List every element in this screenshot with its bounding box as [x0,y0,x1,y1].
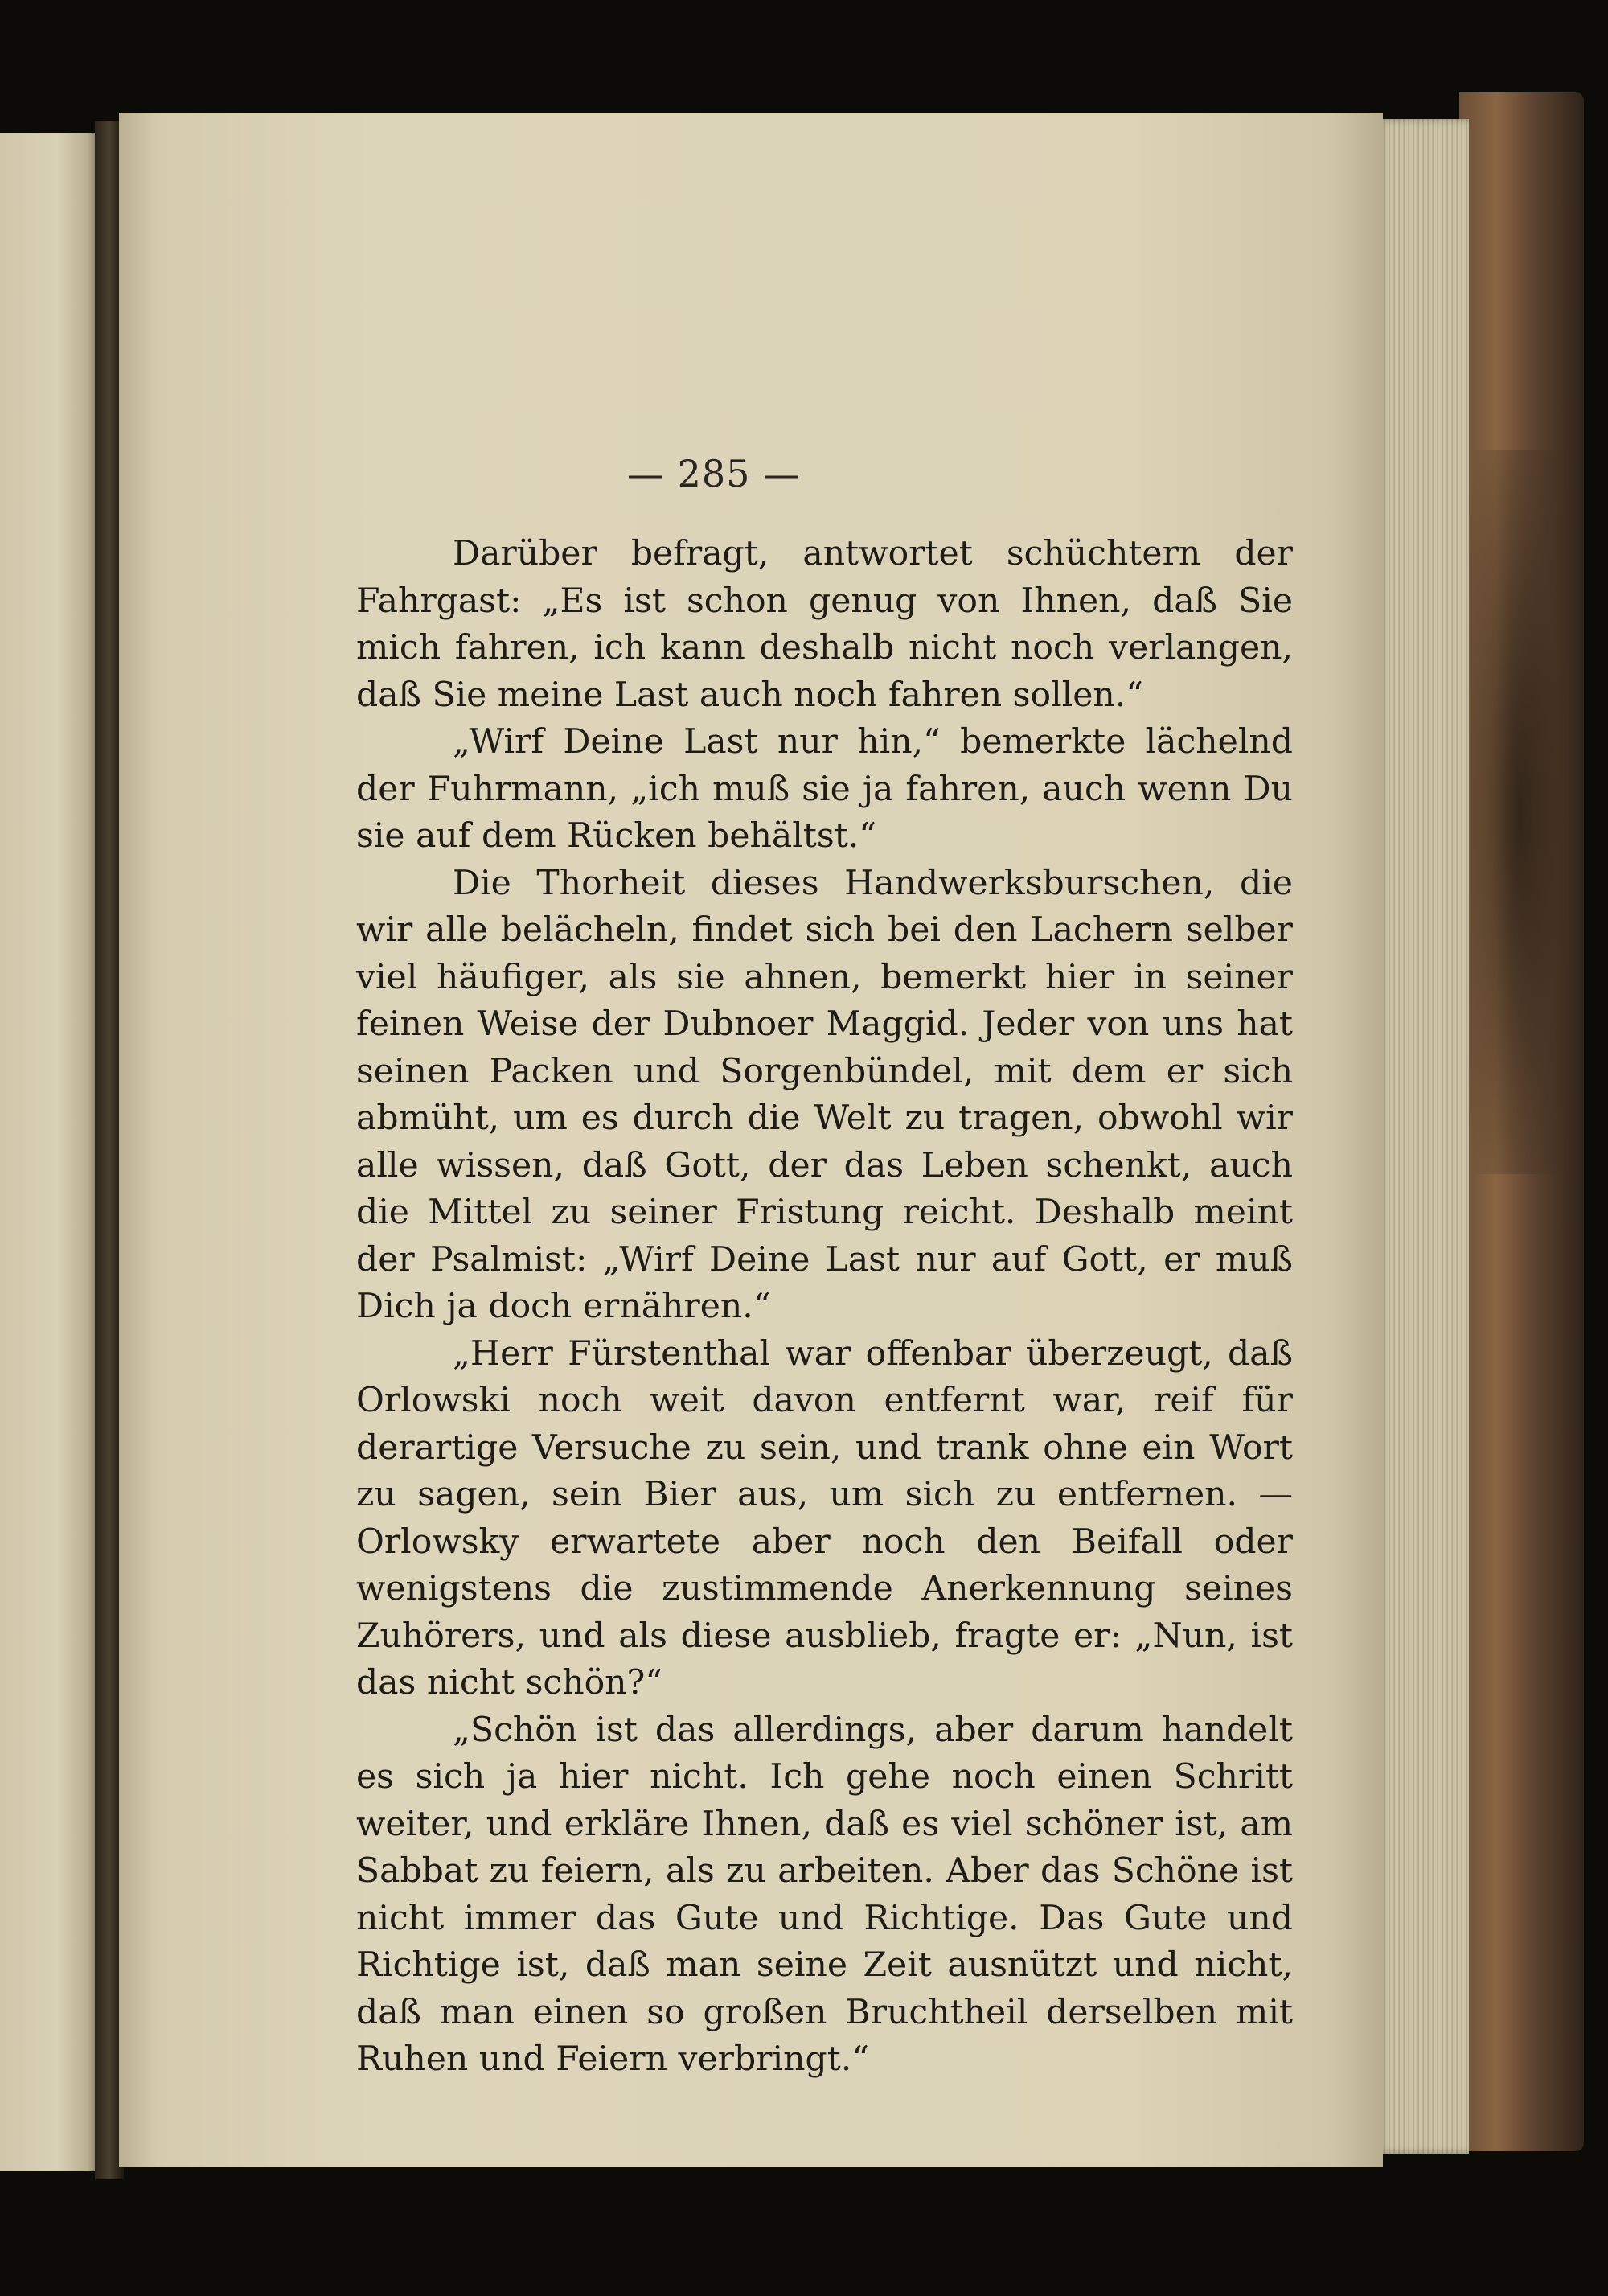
paragraph: „Schön ist das allerdings, aber darum handelt es sich ja hier nicht. Ich gehe noch einen Schritt weiter, und erkläre Ihnen, daß es viel schöner ist, am Sabbat zu feiern, als zu arbeiten. Aber das Schöne ist nicht immer das Gute und Richtige. Das Gute und Richtige ist, daß man seine Zeit ausnützt und nicht, daß man einen so großen Bruchtheil derselben mit Ruhen und Feiern verbringt.“ [356,1710,1293,2079]
page-text [356,531,1293,2084]
book-page [119,113,1383,2167]
paragraph: Darüber befragt, antwortet schüchtern der Fahrgast: „Es ist schon genug von Ihnen, daß Sie mich fahren, ich kann deshalb nicht noch verlangen, daß Sie meine Last auch noch fahren sollen.“ [356,534,1293,715]
page-number: — 285 — [626,452,802,495]
paragraph: „Wirf Deine Last nur hin,“ bemerkte lächelnd der Fuhrmann, „ich muß sie ja fahren, auch wenn Du sie auf dem Rücken behältst.“ [356,722,1293,856]
left-page-edge [0,133,103,2171]
page-edges [1376,119,1469,2154]
paragraph: Die Thorheit dieses Handwerksburschen, die wir alle belächeln, findet sich bei den Lachern selber viel häufiger, als sie ahnen, bemerkt hier in seiner feinen Weise der Dubnoer Maggid. Jeder von uns hat seinen Packen und Sorgenbündel, mit dem er sich abmüht, um es durch die Welt zu tragen, obwohl wir alle wissen, daß Gott, der das Leben schenkt, auch die Mittel zu seiner Fristung reicht. Deshalb meint der Psalmist: „Wirf Deine Last nur auf Gott, er muß Dich ja doch ernähren.“ [356,863,1293,1326]
paragraph: „Herr Fürstenthal war offenbar überzeugt, daß Orlowski noch weit davon entfernt war, reif für derartige Versuche zu sein, und trank ohne ein Wort zu sagen, sein Bier aus, um sich zu entfernen. — Orlowsky erwartete aber noch den Beifall oder wenigstens die zustimmende Anerkennung seines Zuhörers, und als diese ausblieb, fragte er: „Nun, ist das nicht schön?“ [356,1333,1293,1702]
cover-stain [1471,450,1568,1174]
